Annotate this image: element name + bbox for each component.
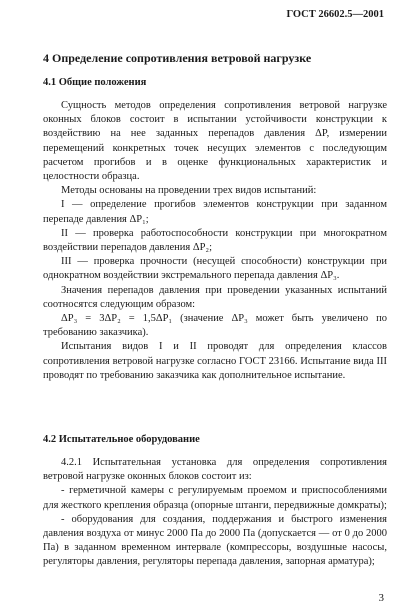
equipment-text bbox=[43, 456, 387, 570]
paragraph: Испытания видов I и II проводят для определения классов сопротивления ветровой нагрузке согласно ГОСТ 23166. Испытание вида III проводят по требованию заказчика как дополнительное испытание. bbox=[43, 341, 387, 381]
page-number: 3 bbox=[378, 592, 384, 604]
list-item: - оборудования для создания, поддержания и быстрого изменения давления воздуха от минус 2000 Па до 2000 Па (допускается — от 0 до 2000 Па) в заданном временном интервале (компрессоры, воздушные насосы, регуляторы давления, регуляторы перепада давления, запорная арматура); bbox=[43, 513, 387, 568]
section-title: 4 Определение сопротивления ветровой нагрузке bbox=[43, 51, 312, 65]
paragraph: II — проверка работоспособности конструкции при многократном воздействии перепадов давления ΔP₂; bbox=[43, 227, 387, 254]
paragraph: III — проверка прочности (несущей способности) конструкции при однократном воздействии экстремального перепада давления ΔP₃. bbox=[43, 256, 387, 282]
formula-paragraph: ΔP₃ = 3ΔP₂ = 1,5ΔP₁ (значение ΔP₃ может быть увеличено по требованию заказчика). bbox=[43, 313, 387, 339]
paragraph: Сущность методов определения сопротивления ветровой нагрузке оконных блоков состоит в испытании устойчивости конструкции к воздействию на нее заданных перепадов давления ΔP, измерении перемещений конкретных точек несущих элементов с последующим расчетом прогибов и в оценке функциональных характеристик и целостности образца. bbox=[43, 100, 387, 183]
standard-code-header: ГОСТ 26602.5—2001 bbox=[286, 9, 384, 20]
paragraph: Значения перепадов давления при проведении указанных испытаний соотносятся следующим образом: bbox=[43, 284, 387, 310]
list-item: - герметичной камеры с регулируемым проемом и приспособлениями для жесткого крепления образца (опорные штанги, передвижные домкраты); bbox=[43, 485, 387, 511]
paragraph: I — определение прогибов элементов конструкции при заданном перепаде давления ΔP₁; bbox=[43, 199, 387, 225]
general-provisions-text bbox=[43, 99, 387, 383]
subsection-title-general: 4.1 Общие положения bbox=[43, 77, 147, 88]
paragraph: Методы основаны на проведении трех видов испытаний: bbox=[61, 185, 317, 197]
subsection-title-equipment: 4.2 Испытательное оборудование bbox=[43, 434, 200, 445]
paragraph: 4.2.1 Испытательная установка для определения сопротивления ветровой нагрузке оконных блоков состоит из: bbox=[43, 457, 387, 483]
